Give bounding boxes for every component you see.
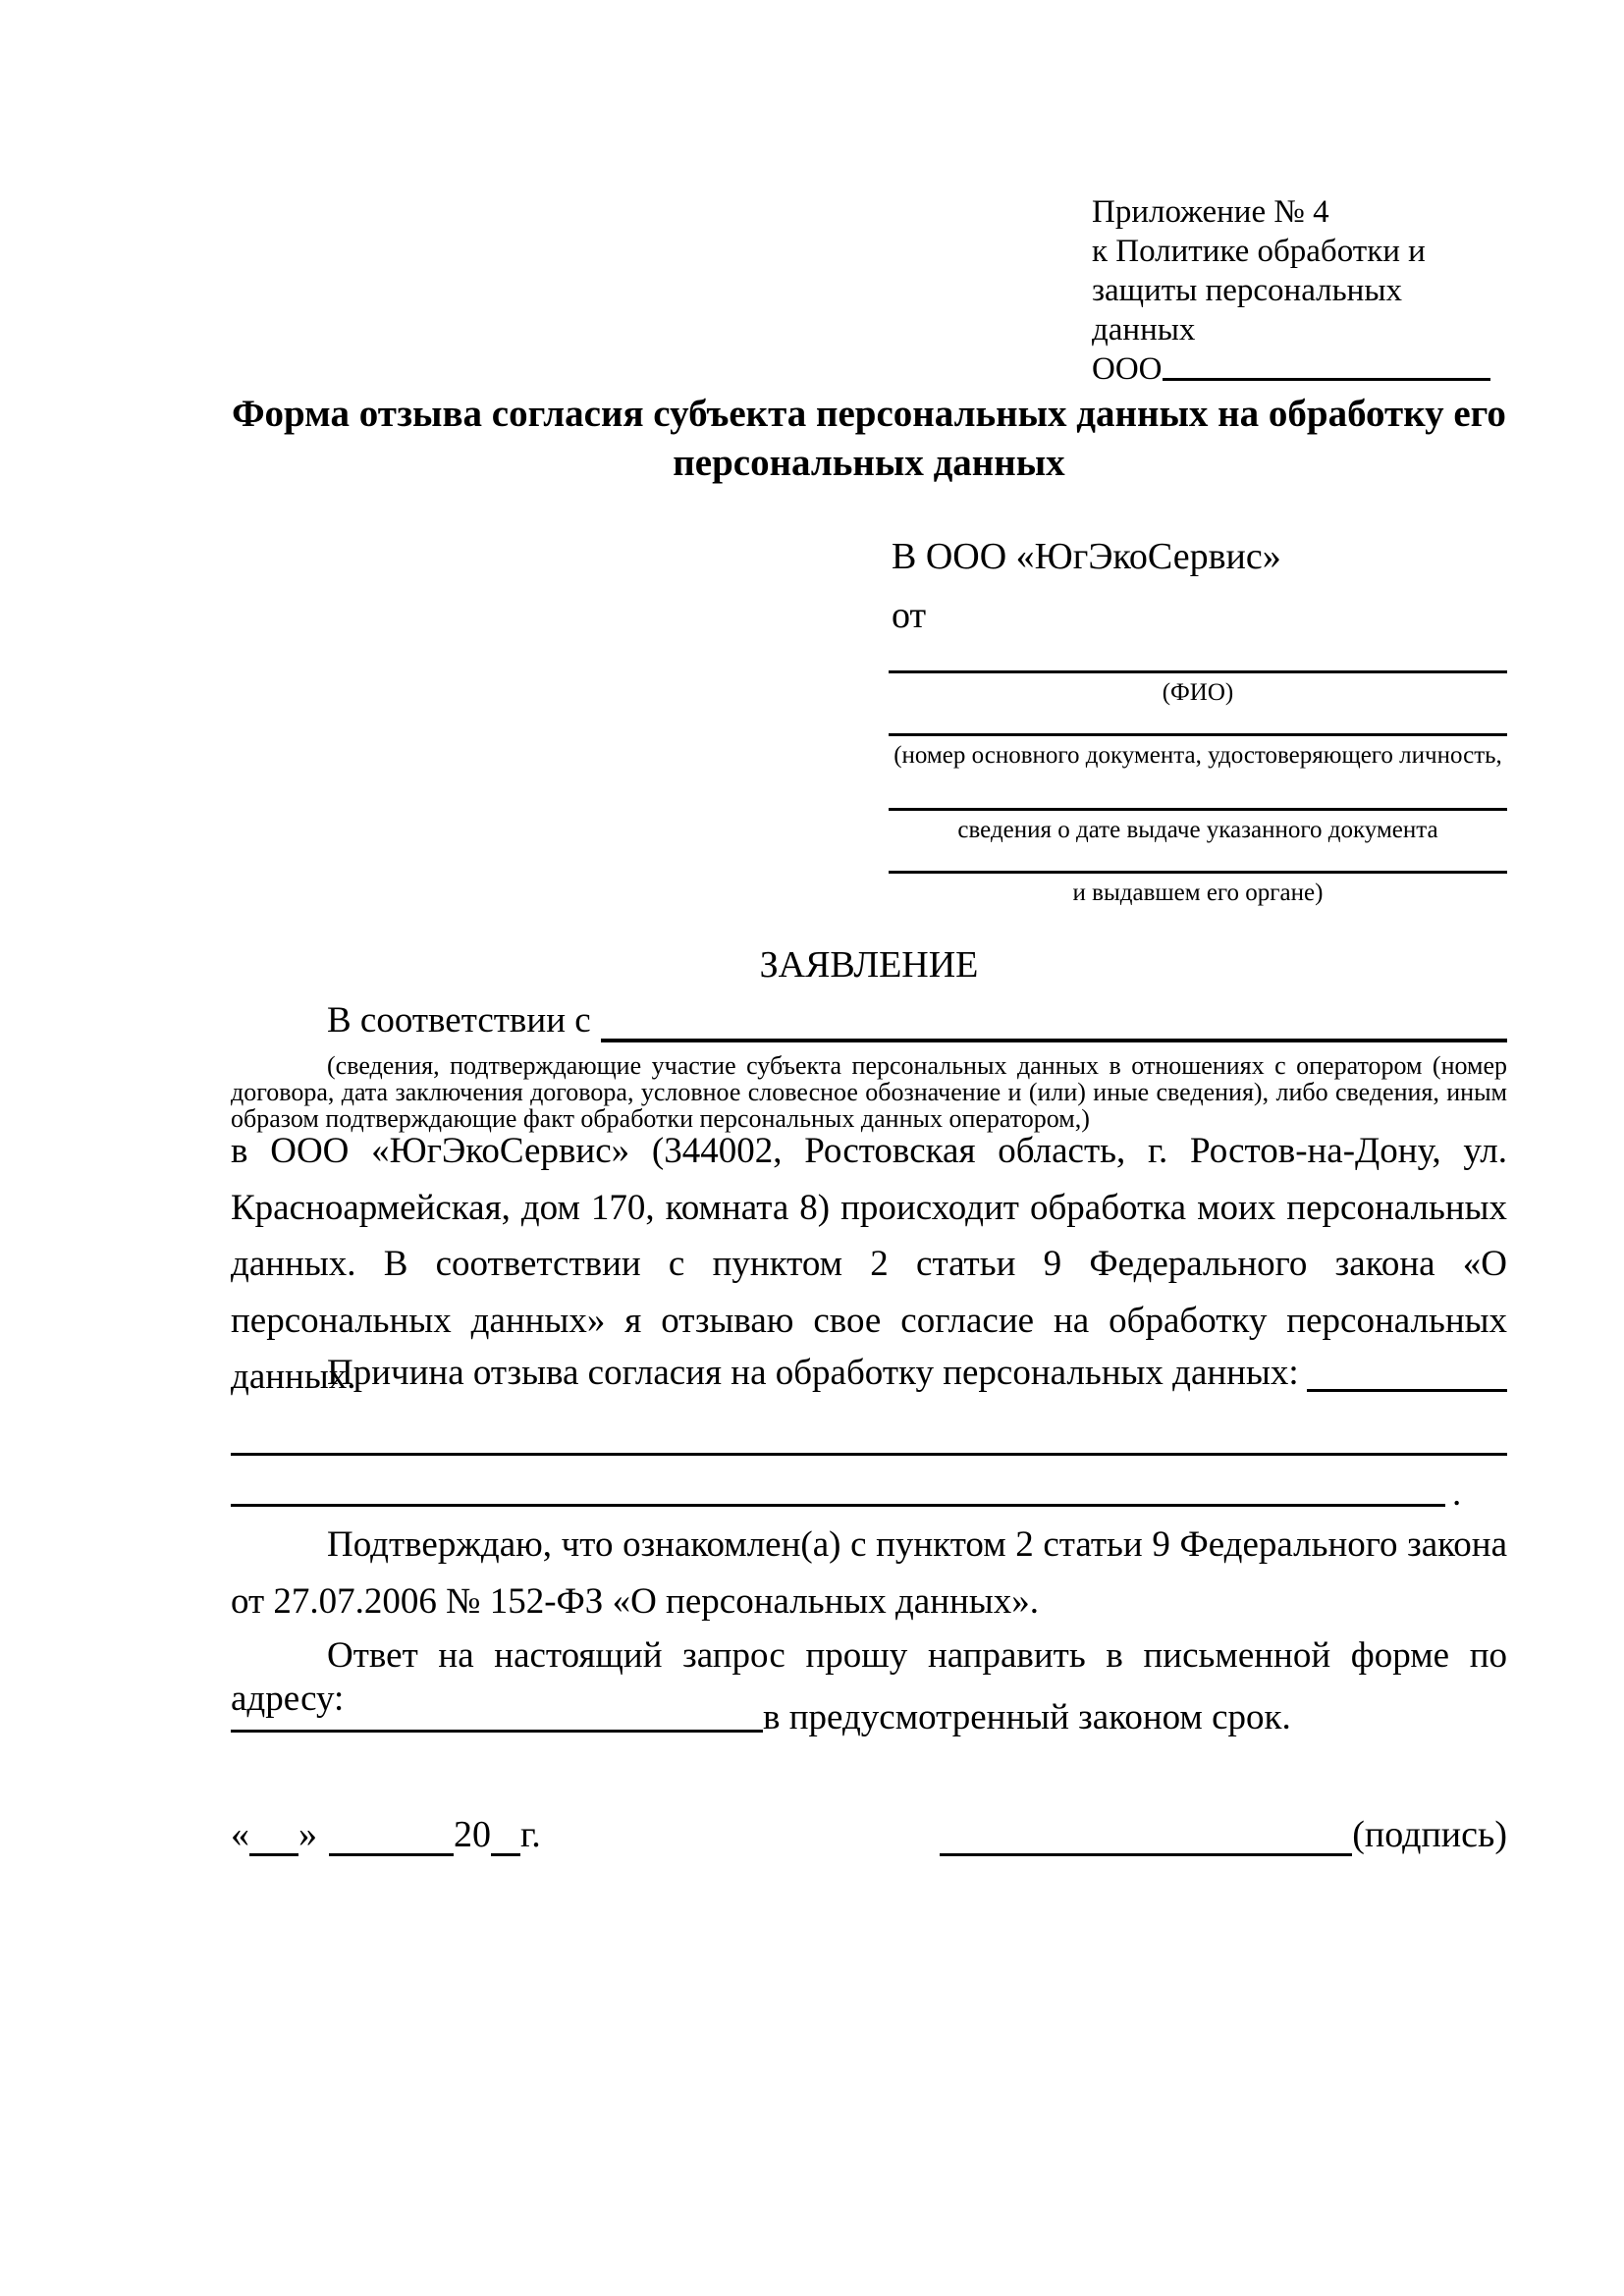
month-blank	[329, 1853, 454, 1856]
fio-blank-line	[889, 670, 1507, 673]
doc-number-caption: (номер основного документа, удостоверяющего личность,	[893, 742, 1502, 769]
year-prefix: 20	[454, 1814, 491, 1855]
company-name-blank	[1163, 378, 1491, 381]
recipient-line: В ООО «ЮгЭкоСервис»	[892, 536, 1281, 577]
open-quote: «	[231, 1814, 249, 1855]
trailing-period: .	[1452, 1473, 1462, 1514]
address-blank	[231, 1730, 763, 1733]
document-title: Форма отзыва согласия субъекта персональных данных на обработку его персональных данных	[232, 393, 1506, 484]
company-name-row	[1092, 349, 1490, 389]
appendix-note	[1092, 192, 1490, 389]
reason-label: Причина отзыва согласия на обработку персональных данных:	[327, 1353, 1299, 1393]
from-label: от	[892, 595, 927, 636]
appendix-line-3: защиты персональных данных	[1092, 273, 1402, 347]
reason-line	[231, 1355, 1507, 1392]
doc-authority-blank-line	[889, 871, 1507, 874]
close-quote: »	[298, 1814, 317, 1855]
doc-issue-date-blank-line	[889, 808, 1507, 811]
reason-blank	[1307, 1389, 1507, 1392]
doc-issue-date-caption: сведения о дате выдаче указанного документа	[957, 817, 1438, 843]
day-blank	[249, 1853, 298, 1856]
basis-line	[231, 999, 1507, 1042]
body-paragraph: в ООО «ЮгЭкоСервис» (344002, Ростовская область, г. Ростов-на-Дону, ул. Красноармейская, дом 170, комната 8) происходит обработка моих персональных данных. В соответствии с пунктом 2 статьи 9 Федерального закона «О персональных данных» я отзываю свое согласие на обработку персональных данных.	[231, 1131, 1507, 1397]
reply-request-line: Ответ на настоящий запрос прошу направить в письменной форме по адресу:	[231, 1635, 1507, 1719]
reply-address-line	[231, 1696, 1507, 1739]
appendix-line-2: к Политике обработки и	[1092, 234, 1426, 269]
date-signature-row	[231, 1813, 1507, 1856]
year-blank	[491, 1853, 520, 1856]
signature-caption: (подпись)	[1352, 1814, 1507, 1855]
confirmation-paragraph: Подтверждаю, что ознакомлен(а) с пунктом 2 статьи 9 Федерального закона от 27.07.2006 № 152-ФЗ «О персональных данных».	[231, 1524, 1507, 1622]
date-group	[231, 1813, 541, 1856]
basis-prefix: В соответствии с	[327, 1000, 591, 1041]
signature-blank	[940, 1853, 1352, 1856]
fio-caption: (ФИО)	[1162, 679, 1234, 706]
reply-suffix: в предусмотренный законом срок.	[763, 1697, 1291, 1737]
doc-authority-caption: и выдавшем его органе)	[1072, 880, 1324, 906]
year-label: г.	[520, 1814, 541, 1855]
statement-heading: ЗАЯВЛЕНИЕ	[759, 944, 979, 986]
basis-blank	[601, 1039, 1507, 1042]
reason-blank-line-3	[231, 1504, 1445, 1507]
reason-blank-line-2	[231, 1453, 1507, 1456]
appendix-line-1: Приложение № 4	[1092, 194, 1329, 230]
signature-group	[940, 1813, 1507, 1856]
doc-number-blank-line	[889, 733, 1507, 736]
basis-caption: (сведения, подтверждающие участие субъекта персональных данных в отношениях с оператором (номер договора, дата заключения договора, условное словесное обозначение и (или) иные сведения), либо сведения, иным образом подтверждающие факт обработки персональных данных оператором,)	[231, 1051, 1507, 1133]
company-prefix: ООО	[1092, 351, 1163, 387]
